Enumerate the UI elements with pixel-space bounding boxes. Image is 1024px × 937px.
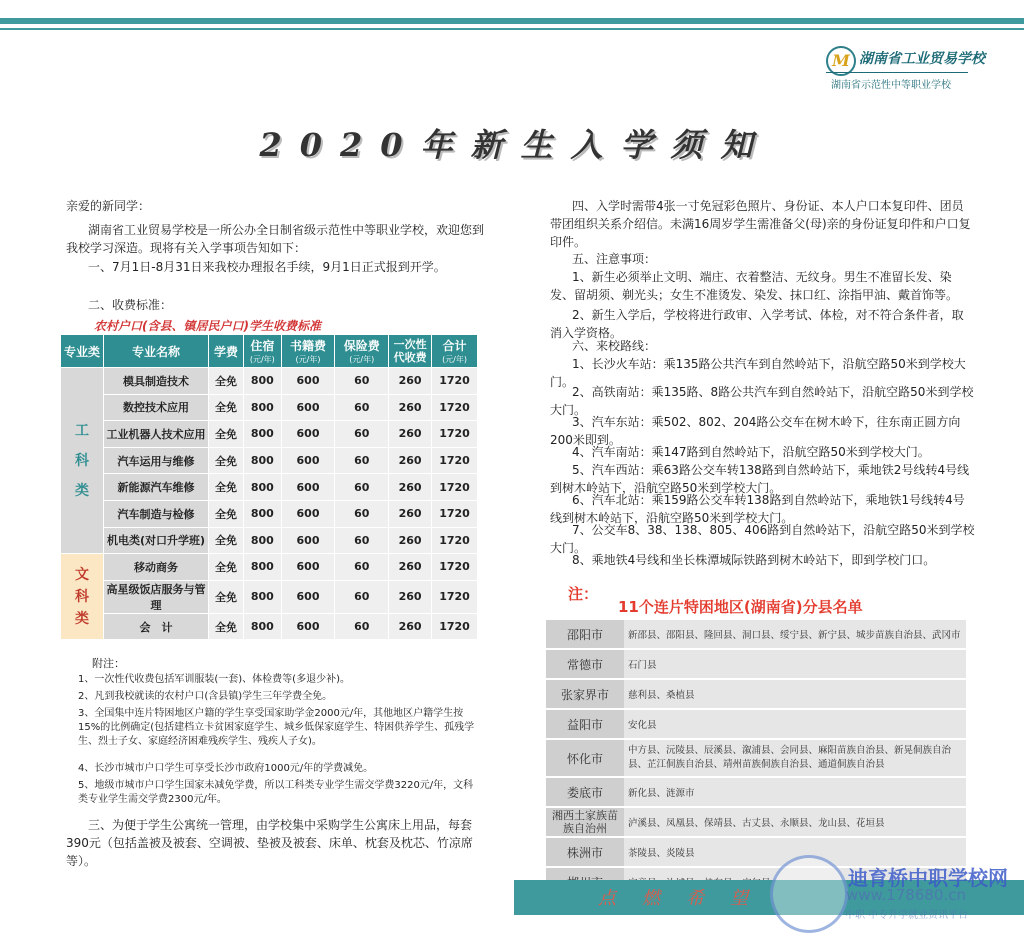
major-name: 汽车运用与维修 [104, 447, 209, 474]
item-2: 二、收费标准： [88, 298, 173, 312]
table-row [61, 368, 478, 395]
route-1: 1、长沙火车站：乘135路公共汽车到自然岭站下，沿航空路50米到学校大门。 [550, 357, 966, 389]
fee-cell: 800 [244, 394, 282, 421]
logo-badge-icon: M [826, 46, 856, 76]
school-subtitle: 湖南省示范性中等职业学校 [831, 80, 951, 91]
fee-cell: 60 [335, 394, 389, 421]
route-8: 8、乘地铁4号线和坐长株潭城际铁路到树木岭站下，即到学校门口。 [572, 553, 936, 567]
fee-cell: 260 [389, 580, 432, 613]
item-1: 一、7月1日-8月31日来我校办理报名手续，9月1日正式报到开学。 [88, 260, 446, 274]
table-row [61, 554, 478, 581]
th-books: 书籍费 (元/年) [281, 335, 335, 368]
major-name: 移动商务 [104, 554, 209, 581]
fee-cell: 全免 [209, 474, 244, 501]
watermark-url: www.178680.cn [846, 886, 966, 904]
fee-cell: 1720 [432, 394, 478, 421]
greeting: 亲爱的新同学： [66, 199, 151, 213]
table-row [61, 580, 478, 613]
watermark-logo-icon [770, 855, 848, 933]
major-name: 数控技术应用 [104, 394, 209, 421]
fee-cell: 全免 [209, 580, 244, 613]
fee-cell: 600 [281, 613, 335, 640]
list-item [546, 620, 966, 649]
fee-cell: 600 [281, 474, 335, 501]
th-category: 专业类 [61, 335, 104, 368]
fee-cell: 260 [389, 368, 432, 395]
table-row [61, 421, 478, 448]
fee-table [60, 334, 478, 640]
list-item [546, 679, 966, 709]
fee-standard-note: 农村户口(含县、镇居民户口)学生收费标准 [94, 319, 321, 333]
footer-slogan: 点燃希望 [598, 888, 774, 909]
fee-cell: 60 [335, 554, 389, 581]
th-one-time: 一次性代收费 [389, 335, 432, 368]
area-counties: 茶陵县、炎陵县 [624, 837, 966, 867]
th-total: 合计 (元/年) [432, 335, 478, 368]
fee-cell: 800 [244, 368, 282, 395]
top-bar-thin [0, 28, 1024, 30]
note-3: 3、全国集中连片特困地区户籍的学生享受国家助学金2000元/年，其他地区户籍学生按15%的比例确定(包括建档立卡贫困家庭学生、城乡低保家庭学生、特困供养学生、孤残学生、烈士子女、家庭经济困难残疾学生、残疾人子女)。 [78, 708, 475, 747]
list-item [546, 649, 966, 679]
notes-heading: 附注： [92, 657, 125, 670]
fee-cell: 260 [389, 613, 432, 640]
route-4: 4、汽车南站：乘147路到自然岭站下，沿航空路50米到学校大门。 [572, 445, 930, 459]
note-1: 1、一次性代收费包括军训服装(一套)、体检费等(多退少补)。 [78, 674, 350, 685]
fee-cell: 800 [244, 421, 282, 448]
th-lodging: 住宿 (元/年) [244, 335, 282, 368]
fee-cell: 260 [389, 447, 432, 474]
major-name: 机电类(对口升学班) [104, 527, 209, 554]
fee-cell: 全免 [209, 554, 244, 581]
table-row [61, 447, 478, 474]
table-row [61, 613, 478, 640]
area-city: 张家界市 [546, 679, 624, 709]
fee-cell: 800 [244, 613, 282, 640]
fee-cell: 60 [335, 474, 389, 501]
major-name: 高星级饭店服务与管理 [104, 580, 209, 613]
area-city: 常德市 [546, 649, 624, 679]
item-4: 四、入学时需带4张一寸免冠彩色照片、身份证、本人户口本复印件、团员带团组织关系介绍信。未满16周岁学生需准备父(母)亲的身份证复印件和户口复印件。 [550, 199, 971, 249]
area-city: 邵阳市 [546, 620, 624, 649]
major-name: 会 计 [104, 613, 209, 640]
fee-cell: 1720 [432, 368, 478, 395]
fee-cell: 260 [389, 394, 432, 421]
fee-cell: 600 [281, 447, 335, 474]
intro-text: 湖南省工业贸易学校是一所公办全日制省级示范性中等职业学校，欢迎您到我校学习深造。现将有关入学事项告知如下： [66, 223, 485, 255]
th-tuition: 学费 [209, 335, 244, 368]
major-name: 工业机器人技术应用 [104, 421, 209, 448]
fee-cell: 全免 [209, 368, 244, 395]
note-2: 2、凡到我校就读的农村户口(含县镇)学生三年学费全免。 [78, 691, 333, 702]
fee-cell: 全免 [209, 613, 244, 640]
fee-cell: 1720 [432, 421, 478, 448]
major-name: 新能源汽车维修 [104, 474, 209, 501]
fee-cell: 1720 [432, 580, 478, 613]
fee-cell: 260 [389, 500, 432, 527]
item-5: 五、注意事项： [572, 252, 657, 266]
fee-cell: 600 [281, 554, 335, 581]
list-item [546, 709, 966, 739]
area-city: 株洲市 [546, 837, 624, 867]
fee-cell: 600 [281, 500, 335, 527]
fee-cell: 800 [244, 527, 282, 554]
fee-cell: 260 [389, 474, 432, 501]
item-5-2: 2、新生入学后，学校将进行政审、入学考试、体检，对不符合条件者，取消入学资格。 [550, 308, 964, 340]
route-5: 5、汽车西站：乘63路公交车转138路到自然岭站下，乘地铁2号线转4号线到树木岭站下，沿航空路50米到学校大门。 [550, 463, 970, 495]
fee-cell: 600 [281, 421, 335, 448]
route-6: 6、汽车北站：乘159路公交车转138路到自然岭站下，乘地铁1号线转4号线到树木岭站下，沿航空路50米到学校大门。 [550, 493, 965, 525]
fee-cell: 60 [335, 580, 389, 613]
fee-cell: 全免 [209, 394, 244, 421]
table-row [61, 394, 478, 421]
item-5-1: 1、新生必须举止文明、端庄、衣着整洁、无纹身。男生不准留长发、染发、留胡须、剃光头；女生不准烫发、染发、抹口红、涂指甲油、戴首饰等。 [550, 270, 959, 302]
area-counties: 新邵县、邵阳县、隆回县、洞口县、绥宁县、新宁县、城步苗族自治县、武冈市 [624, 620, 966, 649]
fee-cell: 260 [389, 554, 432, 581]
fee-cell: 800 [244, 500, 282, 527]
fee-cell: 全免 [209, 500, 244, 527]
area-city: 怀化市 [546, 739, 624, 777]
area-counties: 安化县 [624, 709, 966, 739]
fee-cell: 600 [281, 368, 335, 395]
route-3: 3、汽车东站：乘502、802、204路公交车在树木岭下，往东南正圆方向200米即到。 [550, 415, 961, 447]
note-4: 4、长沙市城市户口学生可享受长沙市政府1000元/年的学费减免。 [78, 763, 374, 774]
fee-cell: 60 [335, 368, 389, 395]
list-item [546, 777, 966, 807]
area-city: 娄底市 [546, 777, 624, 807]
watermark-name: 迪育桥中职学校网 [848, 866, 1008, 890]
fee-cell: 600 [281, 527, 335, 554]
table-row [61, 474, 478, 501]
fee-cell: 60 [335, 500, 389, 527]
fee-cell: 1720 [432, 447, 478, 474]
area-city: 湘西土家族苗族自治州 [546, 807, 624, 837]
fee-cell: 60 [335, 527, 389, 554]
fee-cell: 600 [281, 394, 335, 421]
category-engineering: 工 科 类 [61, 368, 104, 554]
note-5: 5、地级市城市户口学生国家未减免学费，所以工科类专业学生需交学费3220元/年，文科类专业学生需交学费2300元/年。 [78, 780, 474, 805]
watermark-subtitle: 中职·中专升学就业资讯平台 [845, 910, 969, 921]
item-6: 六、来校路线： [572, 339, 657, 353]
fee-cell: 60 [335, 421, 389, 448]
item-3: 三、为便于学生公寓统一管理，由学校集中采购学生公寓床上用品，每套390元（包括盖被及被套、空调被、垫被及被套、床单、枕套及枕芯、竹凉席等）。 [66, 818, 473, 868]
area-counties: 慈利县、桑植县 [624, 679, 966, 709]
th-major: 专业名称 [104, 335, 209, 368]
fee-cell: 1720 [432, 554, 478, 581]
fee-cell: 800 [244, 474, 282, 501]
area-city: 益阳市 [546, 709, 624, 739]
school-name: 湖南省工业贸易学校 [859, 51, 985, 67]
fee-cell: 60 [335, 613, 389, 640]
fee-cell: 1720 [432, 527, 478, 554]
route-7: 7、公交车8、38、138、805、406路到自然岭站下，沿航空路50米到学校大门。 [550, 523, 975, 555]
fee-cell: 600 [281, 580, 335, 613]
fee-cell: 全免 [209, 447, 244, 474]
list-item [546, 807, 966, 837]
fee-cell: 全免 [209, 421, 244, 448]
fee-cell: 260 [389, 421, 432, 448]
fee-cell: 800 [244, 580, 282, 613]
logo-divider [826, 72, 968, 73]
fee-cell: 60 [335, 447, 389, 474]
list-item [546, 739, 966, 777]
top-bar [0, 18, 1024, 24]
major-name: 汽车制造与检修 [104, 500, 209, 527]
category-arts: 文 科 类 [61, 554, 104, 640]
area-counties: 石门县 [624, 649, 966, 679]
fee-cell: 1720 [432, 474, 478, 501]
school-logo [826, 44, 985, 91]
table-row [61, 527, 478, 554]
major-name: 模具制造技术 [104, 368, 209, 395]
fee-cell: 800 [244, 447, 282, 474]
area-table [546, 620, 966, 898]
fee-cell: 1720 [432, 613, 478, 640]
fee-cell: 800 [244, 554, 282, 581]
area-list-title: 11个连片特困地区(湖南省)分县名单 [618, 598, 863, 616]
fee-cell: 全免 [209, 527, 244, 554]
page-title: 2020年新生入学须知 [259, 126, 771, 164]
area-counties: 泸溪县、凤凰县、保靖县、古丈县、永顺县、龙山县、花垣县 [624, 807, 966, 837]
fee-cell: 1720 [432, 500, 478, 527]
area-counties: 中方县、沅陵县、辰溪县、溆浦县、会同县、麻阳苗族自治县、新晃侗族自治县、芷江侗族自治县、靖州苗族侗族自治县、通道侗族自治县 [624, 739, 966, 777]
table-row [61, 500, 478, 527]
fee-cell: 260 [389, 527, 432, 554]
area-counties: 新化县、涟源市 [624, 777, 966, 807]
th-insurance: 保险费 (元/年) [335, 335, 389, 368]
note-label: 注： [568, 585, 599, 603]
route-2: 2、高铁南站：乘135路、8路公共汽车到自然岭站下，沿航空路50米到学校大门。 [550, 385, 974, 417]
